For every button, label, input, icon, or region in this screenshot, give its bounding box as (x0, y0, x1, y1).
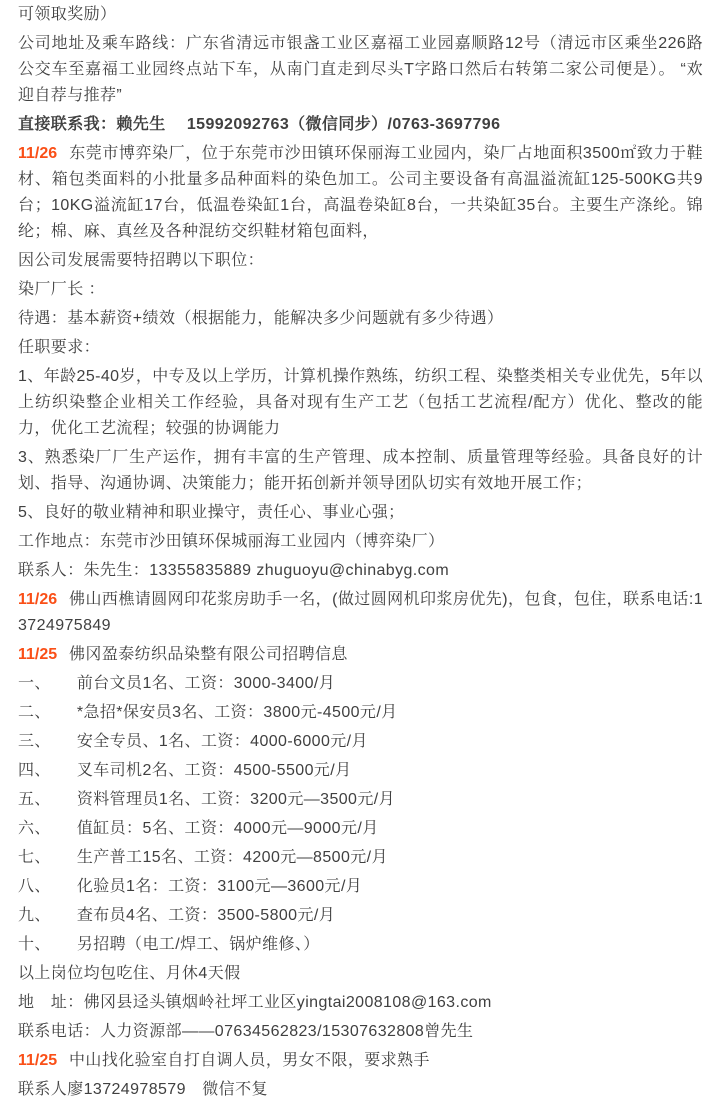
paragraph (18, 248, 703, 274)
paragraph (18, 335, 703, 361)
paragraph-text: 安全专员、1名、工资：4000-6000元/月 (76, 733, 368, 750)
paragraph (18, 903, 703, 929)
paragraph (18, 961, 703, 987)
paragraph-text: 3、熟悉染厂厂生产运作，拥有丰富的生产管理、成本控制、质量管理等经验。具备良好的计划、指导、沟通协调、决策能力；能开拓创新并领导团队切实有效地开展工作； (18, 449, 703, 492)
item-number: 三、 (18, 733, 51, 750)
paragraph-text: 5、良好的敬业精神和职业操守，责任心、事业心强； (18, 504, 405, 521)
paragraph-text: 查布员4名、工资：3500-5800元/月 (76, 907, 336, 924)
paragraph-text: 地 址：佛冈县迳头镇烟岭社坪工业区yingtai2008108@163.com (18, 994, 492, 1011)
paragraph-text: 因公司发展需要特招聘以下职位： (18, 252, 265, 269)
item-number: 八、 (18, 878, 51, 895)
paragraph (18, 277, 703, 303)
date-label: 11/25 (18, 646, 58, 663)
item-number: 二、 (18, 704, 51, 721)
paragraph (18, 445, 703, 497)
paragraph-text: 任职要求： (18, 339, 101, 356)
paragraph-text: 以上岗位均包吃住、月休4天假 (18, 965, 241, 982)
paragraph-text: 另招聘（电工/焊工、锅炉维修、） (76, 936, 320, 953)
paragraph-text: 联系人：朱先生：13355835889 zhuguoyu@chinabyg.com (18, 562, 450, 579)
item-number: 六、 (18, 820, 51, 837)
paragraph-text: 资料管理员1名、工资：3200元—3500元/月 (76, 791, 395, 808)
paragraph-text: 联系电话：人力资源部——07634562823/15307632808曾先生 (18, 1023, 474, 1040)
paragraph-text: 可领取奖励） (18, 6, 117, 23)
paragraph (18, 529, 703, 555)
paragraph-text: 1、年龄25-40岁，中专及以上学历，计算机操作熟练，纺织工程、染整类相关专业优先，5年以上纺织染整企业相关工作经验，具备对现有生产工艺（包括工艺流程/配方）优化、整改的能力，优化工艺流程；较强的协调能力 (18, 368, 703, 437)
date-label: 11/25 (18, 1052, 58, 1069)
paragraph (18, 31, 703, 109)
paragraph-text: 化验员1名：工资：3100元—3600元/月 (76, 878, 363, 895)
paragraph (18, 874, 703, 900)
paragraph-text: 生产普工15名、工资：4200元—8500元/月 (76, 849, 388, 866)
item-number: 十、 (18, 936, 51, 953)
paragraph-text: 东莞市博弈染厂，位于东莞市沙田镇环保丽海工业园内，染厂占地面积3500㎡致力于鞋材、箱包类面料的小批量多品种面料的染色加工。公司主要设备有高温溢流缸125-500KG共9台；10KG溢流缸17台，低温卷染缸1台，高温卷染缸8台，一共染缸35台。主要生产涤纶。锦纶；棉、麻、真丝及各种混纺交织鞋材箱包面料， (18, 145, 703, 240)
paragraph (18, 932, 703, 958)
item-number: 九、 (18, 907, 51, 924)
date-label: 11/26 (18, 145, 58, 162)
paragraph (18, 587, 703, 639)
paragraph-text: 前台文员1名、工资：3000-3400/月 (76, 675, 336, 692)
paragraph (18, 642, 703, 668)
paragraph (18, 2, 703, 28)
paragraph-text: *急招*保安员3名、工资：3800元-4500元/月 (76, 704, 398, 721)
item-number: 四、 (18, 762, 51, 779)
paragraph (18, 729, 703, 755)
paragraph (18, 112, 703, 138)
paragraph (18, 1019, 703, 1045)
paragraph-text: 公司地址及乘车路线：广东省清远市银盏工业区嘉福工业园嘉顺路12号（清远市区乘坐226路公交车至嘉福工业园终点站下车，从南门直走到尽头T字路口然后右转第二家公司便是）。 “欢迎自荐与推荐” (18, 35, 703, 104)
paragraph-text: 中山找化验室自打自调人员，男女不限，要求熟手 (69, 1052, 430, 1069)
paragraph (18, 364, 703, 442)
paragraph-text: 待遇：基本薪资+绩效（根据能力，能解决多少问题就有多少待遇） (18, 310, 504, 327)
paragraph (18, 671, 703, 697)
paragraph (18, 558, 703, 584)
paragraph (18, 500, 703, 526)
paragraph-text: 佛冈盈泰纺织品染整有限公司招聘信息 (69, 646, 348, 663)
paragraph-text: 联系人廖13724978579 微信不复 (18, 1081, 268, 1098)
paragraph (18, 787, 703, 813)
paragraph (18, 845, 703, 871)
paragraph-text: 直接联系我：赖先生 15992092763（微信同步）/0763-3697796 (18, 116, 501, 133)
item-number: 七、 (18, 849, 51, 866)
item-number: 五、 (18, 791, 51, 808)
paragraph (18, 141, 703, 245)
paragraph (18, 1077, 703, 1103)
paragraph (18, 816, 703, 842)
paragraph-text: 工作地点：东莞市沙田镇环保城丽海工业园内（博弈染厂） (18, 533, 445, 550)
item-number: 一、 (18, 675, 51, 692)
paragraph (18, 758, 703, 784)
paragraph-text: 叉车司机2名、工资：4500-5500元/月 (76, 762, 352, 779)
paragraph-text: 染厂厂长 ： (18, 281, 105, 298)
paragraph (18, 1048, 703, 1074)
paragraph-text: 佛山西樵请圆网印花浆房助手一名，(做过圆网机印浆房优先)，包食，包住，联系电话:13724975849 (18, 591, 703, 634)
paragraph-text: 值缸员：5名、工资：4000元—9000元/月 (76, 820, 379, 837)
date-label: 11/26 (18, 591, 58, 608)
paragraph (18, 990, 703, 1016)
paragraph (18, 306, 703, 332)
paragraph (18, 700, 703, 726)
